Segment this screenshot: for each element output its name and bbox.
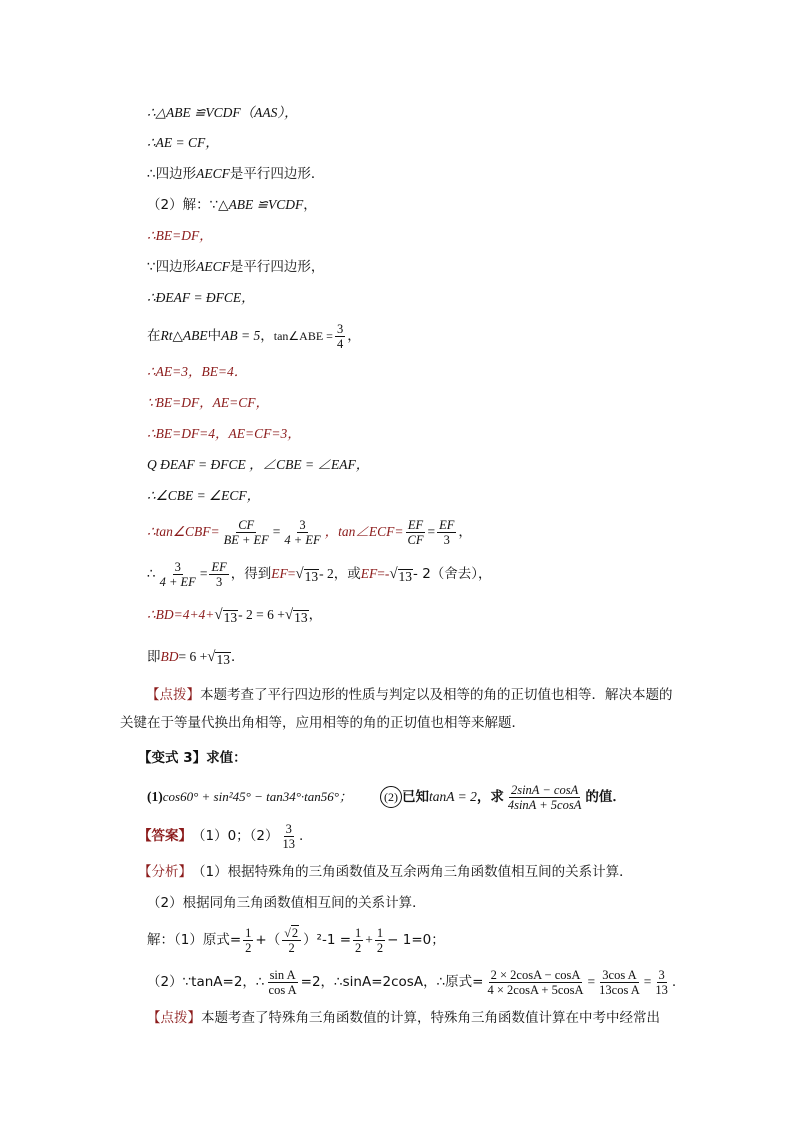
solution-line-1: 解：（1）原式= $\frac{1}{2}$ +（ √ 2 2 ）²-1 = $\frac{1}{2}$ + $\frac{1}{2}$ − 1=0； — [147, 925, 445, 955]
proof-line-14: ∴tan∠CBF= $\frac{CF}{BE + EF}$ = $\frac{3}{4 + EF}$ ，tan∠ECF= $\frac{EF}{CF}$ = $\frac{EF}{3}$ ， — [147, 517, 472, 547]
fraction-sqrt2-over-2: √ 2 2 — [282, 925, 301, 955]
proof-line-8: 在 Rt △ ABE 中 AB = 5 ， tan∠ABE = $\frac{3}{4}$ ， — [147, 321, 361, 351]
analysis-line-1: 【分析】 （1）根据特殊角的三角函数值及互余两角三角函数值相互间的关系计算． — [138, 864, 633, 880]
proof-line-4: （2）解：∵△ ABE ≌VCDF ， — [147, 197, 317, 213]
sqrt-13-c: √ 13 — [214, 607, 238, 625]
variant-heading: 【变式 3】 求值： — [138, 750, 247, 766]
sqrt-13-d: √ 13 — [284, 607, 308, 625]
fraction-half-2: $\frac{1}{2}$ — [355, 925, 362, 955]
fraction-sin-over-cos: $\frac{\text{sin A}}{\text{cos A}}$ — [268, 967, 297, 997]
proof-line-17: 即 BD = 6 + √ 13 ． — [147, 649, 245, 667]
proof-line-12: Q ÐEAF = ÐFCE ，∠CBE = ∠EAF， — [147, 457, 370, 472]
sqrt-13-b: √ 13 — [389, 566, 413, 584]
fraction-3cos-over-13cos: $\frac{\text{3cos A}}{\text{13cos A}}$ — [599, 967, 640, 997]
fraction-answer: $\frac{3}{13}$ — [282, 821, 296, 851]
fraction-ef-over-3: $\frac{EF}{3}$ — [439, 517, 455, 547]
tip-text: 本题考查了平行四边形的性质与判定以及相等的角的正切值也相等．解决本题的关键在于等量代换出角相等，应用相等的角的正切值也相等来解题． — [120, 687, 673, 731]
fraction-half-3: $\frac{1}{2}$ — [376, 925, 384, 955]
problem-line: (1) cos60° + sin²45° − tan34°·tan56°； (2) 已知 tanA = 2 ，求 $\frac{2\sin A - \cos A}{4\sin A + 5\cos A}$ 的值． — [147, 782, 626, 812]
fraction-problem-2: $\frac{2\sin A - \cos A}{4\sin A + 5\cos A}$ — [507, 782, 582, 812]
tip-paragraph-2: 【点拨】 本题考查了特殊角三角函数值的计算，特殊角三角函数值计算在中考中经常出 — [147, 1010, 660, 1026]
answer-line: 【答案】 （1）0；（2） $\frac{3}{13}$ . — [138, 821, 304, 851]
proof-line-11: ∴BE=DF=4，AE=CF=3， — [147, 426, 301, 441]
proof-line-13: ∴∠CBE = ∠ECF， — [147, 488, 261, 503]
proof-line-16: ∴BD=4+4+ √ 13 - 2 = 6 + √ 13 ， — [147, 607, 323, 625]
fraction-substituted: $\frac{2 \times 2\cos A - \cos A}{4 \times 2\cos A + 5\cos A}$ — [487, 967, 584, 997]
fraction-ef-over-3-b: $\frac{EF}{3}$ — [211, 559, 227, 589]
proof-line-7: ∴ÐEAF = ÐFCE， — [147, 290, 255, 305]
sqrt-13-e: √ 13 — [207, 649, 230, 667]
tip-tag: 【点拨】 — [146, 687, 200, 703]
fraction-3-over-13: $\frac{3}{13}$ — [655, 967, 668, 997]
proof-line-1: ∴△ABE ≌VCDF（AAS）， — [147, 105, 298, 120]
fraction-3-over-4-ef-b: $\frac{3}{4 + EF}$ — [159, 559, 196, 589]
proof-line-10: ∵BE=DF，AE=CF， — [147, 395, 270, 410]
fraction-ef-over-cf: $\frac{EF}{CF}$ — [407, 517, 424, 547]
proof-line-5: ∴BE=DF， — [147, 228, 213, 243]
fraction-half-1: $\frac{1}{2}$ — [245, 925, 252, 955]
tip-paragraph-1 — [120, 681, 680, 737]
proof-line-9: ∴AE=3，BE=4． — [147, 364, 248, 379]
sqrt-13: √ 13 — [295, 566, 319, 584]
fraction-cf-over-be-ef: $\frac{CF}{BE + EF}$ — [223, 517, 269, 547]
analysis-line-2: （2）根据同角三角函数值相互间的关系计算． — [147, 895, 426, 911]
proof-line-3: ∴四边形 AECF 是平行四边形． — [147, 166, 325, 182]
solution-line-2: （2）∵tanA=2，∴ $\frac{\text{sin A}}{\text{cos A}}$ =2，∴sinA=2cosA，∴原式= $\frac{2 \times 2\cos A - \cos A}{4 \times 2\cos A + 5\cos A}$ = $\frac{\text{3cos A}}{\text{13cos A}}$ = $\frac{3}{13}$ . — [147, 967, 677, 997]
proof-line-15: ∴ $\frac{3}{4 + EF}$ = $\frac{EF}{3}$ ，得到 EF = √ 13 - 2，或 EF =- √ 13 - 2（舍去）， — [147, 559, 492, 589]
proof-line-6: ∵四边形 AECF 是平行四边形， — [147, 259, 325, 275]
proof-line-2: ∴AE = CF， — [147, 135, 219, 150]
fraction-three-quarters: $\frac{3}{4}$ — [336, 321, 344, 351]
fraction-3-over-4-ef: $\frac{3}{4 + EF}$ — [284, 517, 321, 547]
